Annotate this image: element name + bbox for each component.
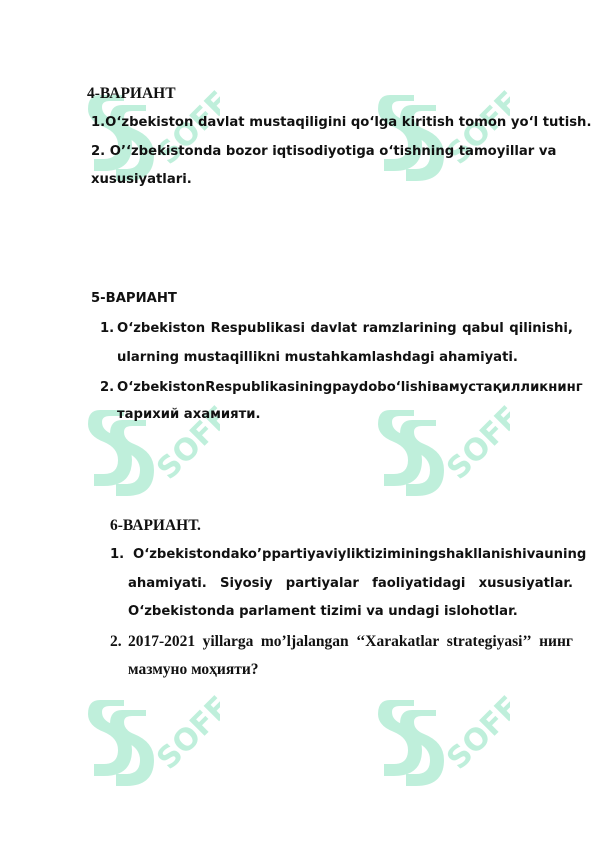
variant-6-question-2: 2017-2021 yillarga mo’ljalangan ‘‘Xarakatlar strategiyasi’’ нинг <box>128 633 573 650</box>
variant-5-question-1-cont: ularning mustaqillikni mustahkamlashdagi ahamiyati. <box>117 350 518 365</box>
variant-6-q1-number: 1. <box>110 547 125 562</box>
watermark-logo <box>70 660 220 810</box>
variant-4-question-2: 2. O’‘zbekistonda bozor iqtisodiyotiga o‘tishning tamoyillar va <box>91 144 557 159</box>
variant-4-title: 4-ВАРИАНТ <box>87 85 176 102</box>
svg-text:SOFF: SOFF <box>150 689 220 777</box>
variant-6-question-2-cont: мазмуно моҳияти? <box>128 661 259 678</box>
variant-5-q2-number: 2. <box>100 380 115 395</box>
variant-6-question-1: O‘zbekistonda ko’ppartiyaviylik tizimining shakllanishi va uning <box>133 547 587 562</box>
svg-text:SOFF: SOFF <box>440 84 510 172</box>
svg-text:SOFF: SOFF <box>440 689 510 777</box>
variant-5-question-2-cont: тарихий ахамияти. <box>117 407 261 422</box>
variant-5-question-1: O‘zbekiston Respublikasi davlat ramzlarining qabul qilinishi, <box>117 321 573 336</box>
variant-6-question-1-cont-2: O‘zbekistonda parlament tizimi va undagi islohotlar. <box>128 604 518 619</box>
variant-5-title: 5-ВАРИАНТ <box>91 291 177 306</box>
variant-6-question-1-cont: ahamiyati. Siyosiy partiyalar faoliyatidagi xususiyatlar. <box>128 576 573 591</box>
svg-text:SOFF: SOFF <box>150 399 220 487</box>
svg-text:SOFF: SOFF <box>150 84 220 172</box>
variant-5-q1-number: 1. <box>100 321 115 336</box>
variant-5-question-2: O‘zbekiston Respublikasining paydo bo‘lishi ва мустақилликнинг <box>117 380 583 395</box>
variant-6-q2-number: 2. <box>110 633 122 650</box>
variant-4-question-2-cont: xususiyatlari. <box>91 172 192 187</box>
watermark-logo <box>360 660 510 810</box>
variant-6-title: 6-ВАРИАНТ. <box>110 517 201 534</box>
variant-4-question-1: 1.O‘zbekiston davlat mustaqiligini qo‘lga kiritish tomon yo‘l tutish. <box>91 115 592 130</box>
watermark-logo <box>360 55 510 205</box>
svg-text:SOFF: SOFF <box>440 399 510 487</box>
